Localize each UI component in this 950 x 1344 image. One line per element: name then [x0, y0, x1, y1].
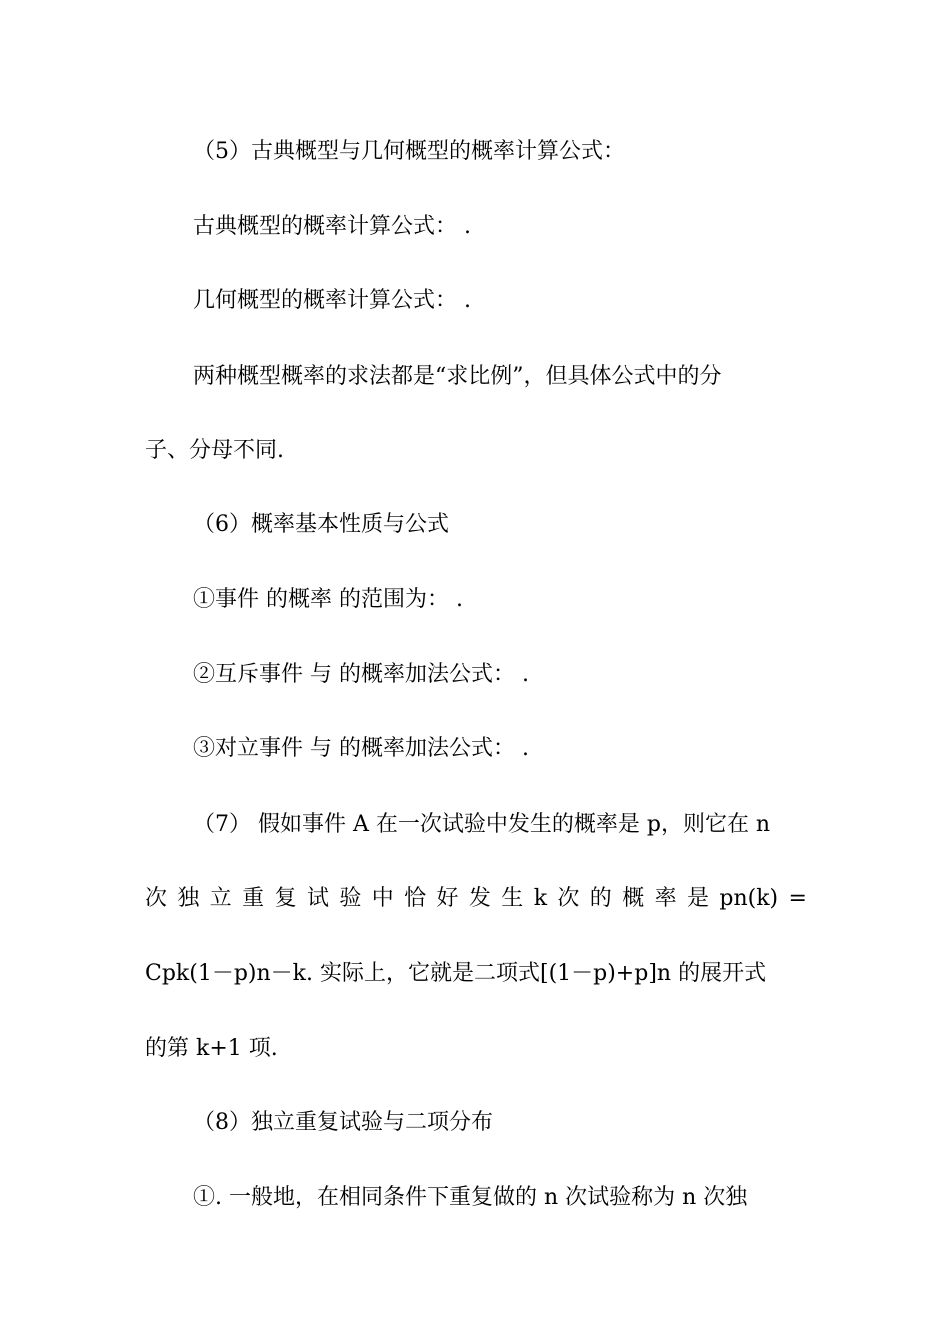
- section-8-heading: （8）独立重复试验与二项分布: [193, 1110, 493, 1135]
- section-7-line-3: Cpk(1－p)n－k. 实际上，它就是二项式[(1－p)+p]n 的展开式: [145, 961, 767, 986]
- justified-token: 独: [177, 886, 200, 911]
- section-5-heading: （5）古典概型与几何概型的概率计算公式：: [193, 139, 625, 164]
- justified-token: 次: [145, 886, 168, 911]
- justified-token: 是: [686, 886, 709, 911]
- justified-token: 好: [436, 886, 459, 911]
- justified-token: 率: [654, 886, 677, 911]
- section-8-line-1: ①. 一般地，在相同条件下重复做的 n 次试验称为 n 次独: [193, 1185, 748, 1210]
- justified-token: 恰: [404, 886, 427, 911]
- property-item-1: ①事件 的概率 的范围为： .: [193, 587, 463, 612]
- section-6-heading: （6）概率基本性质与公式: [193, 512, 449, 537]
- justified-token: 试: [306, 886, 329, 911]
- property-item-3: ③对立事件 与 的概率加法公式： .: [193, 736, 529, 761]
- justified-token: pn(k): [719, 886, 779, 911]
- paragraph-ratio-line-2: 子、分母不同.: [145, 438, 284, 463]
- justified-token: 中: [371, 886, 394, 911]
- justified-token: 重: [242, 886, 265, 911]
- property-item-2: ②互斥事件 与 的概率加法公式： .: [193, 662, 529, 687]
- section-7-line-4: 的第 k+1 项.: [145, 1036, 278, 1061]
- justified-token: 验: [339, 886, 362, 911]
- justified-token: 次: [557, 886, 580, 911]
- justified-token: 立: [209, 886, 232, 911]
- justified-token: k: [533, 886, 548, 911]
- justified-token: =: [788, 886, 807, 911]
- paragraph-ratio-line-1: 两种概型概率的求法都是“求比例”，但具体公式中的分: [193, 364, 722, 389]
- section-7-line-1: （7） 假如事件 A 在一次试验中发生的概率是 p，则它在 n: [193, 812, 771, 837]
- section-7-line-2: [145, 884, 807, 914]
- justified-token: 复: [274, 886, 297, 911]
- classical-probability-formula-line: 古典概型的概率计算公式： .: [193, 214, 471, 239]
- justified-token: 发: [468, 886, 491, 911]
- justified-token: 生: [501, 886, 524, 911]
- justified-token: 概: [622, 886, 645, 911]
- geometric-probability-formula-line: 几何概型的概率计算公式： .: [193, 288, 471, 313]
- justified-token: 的: [589, 886, 612, 911]
